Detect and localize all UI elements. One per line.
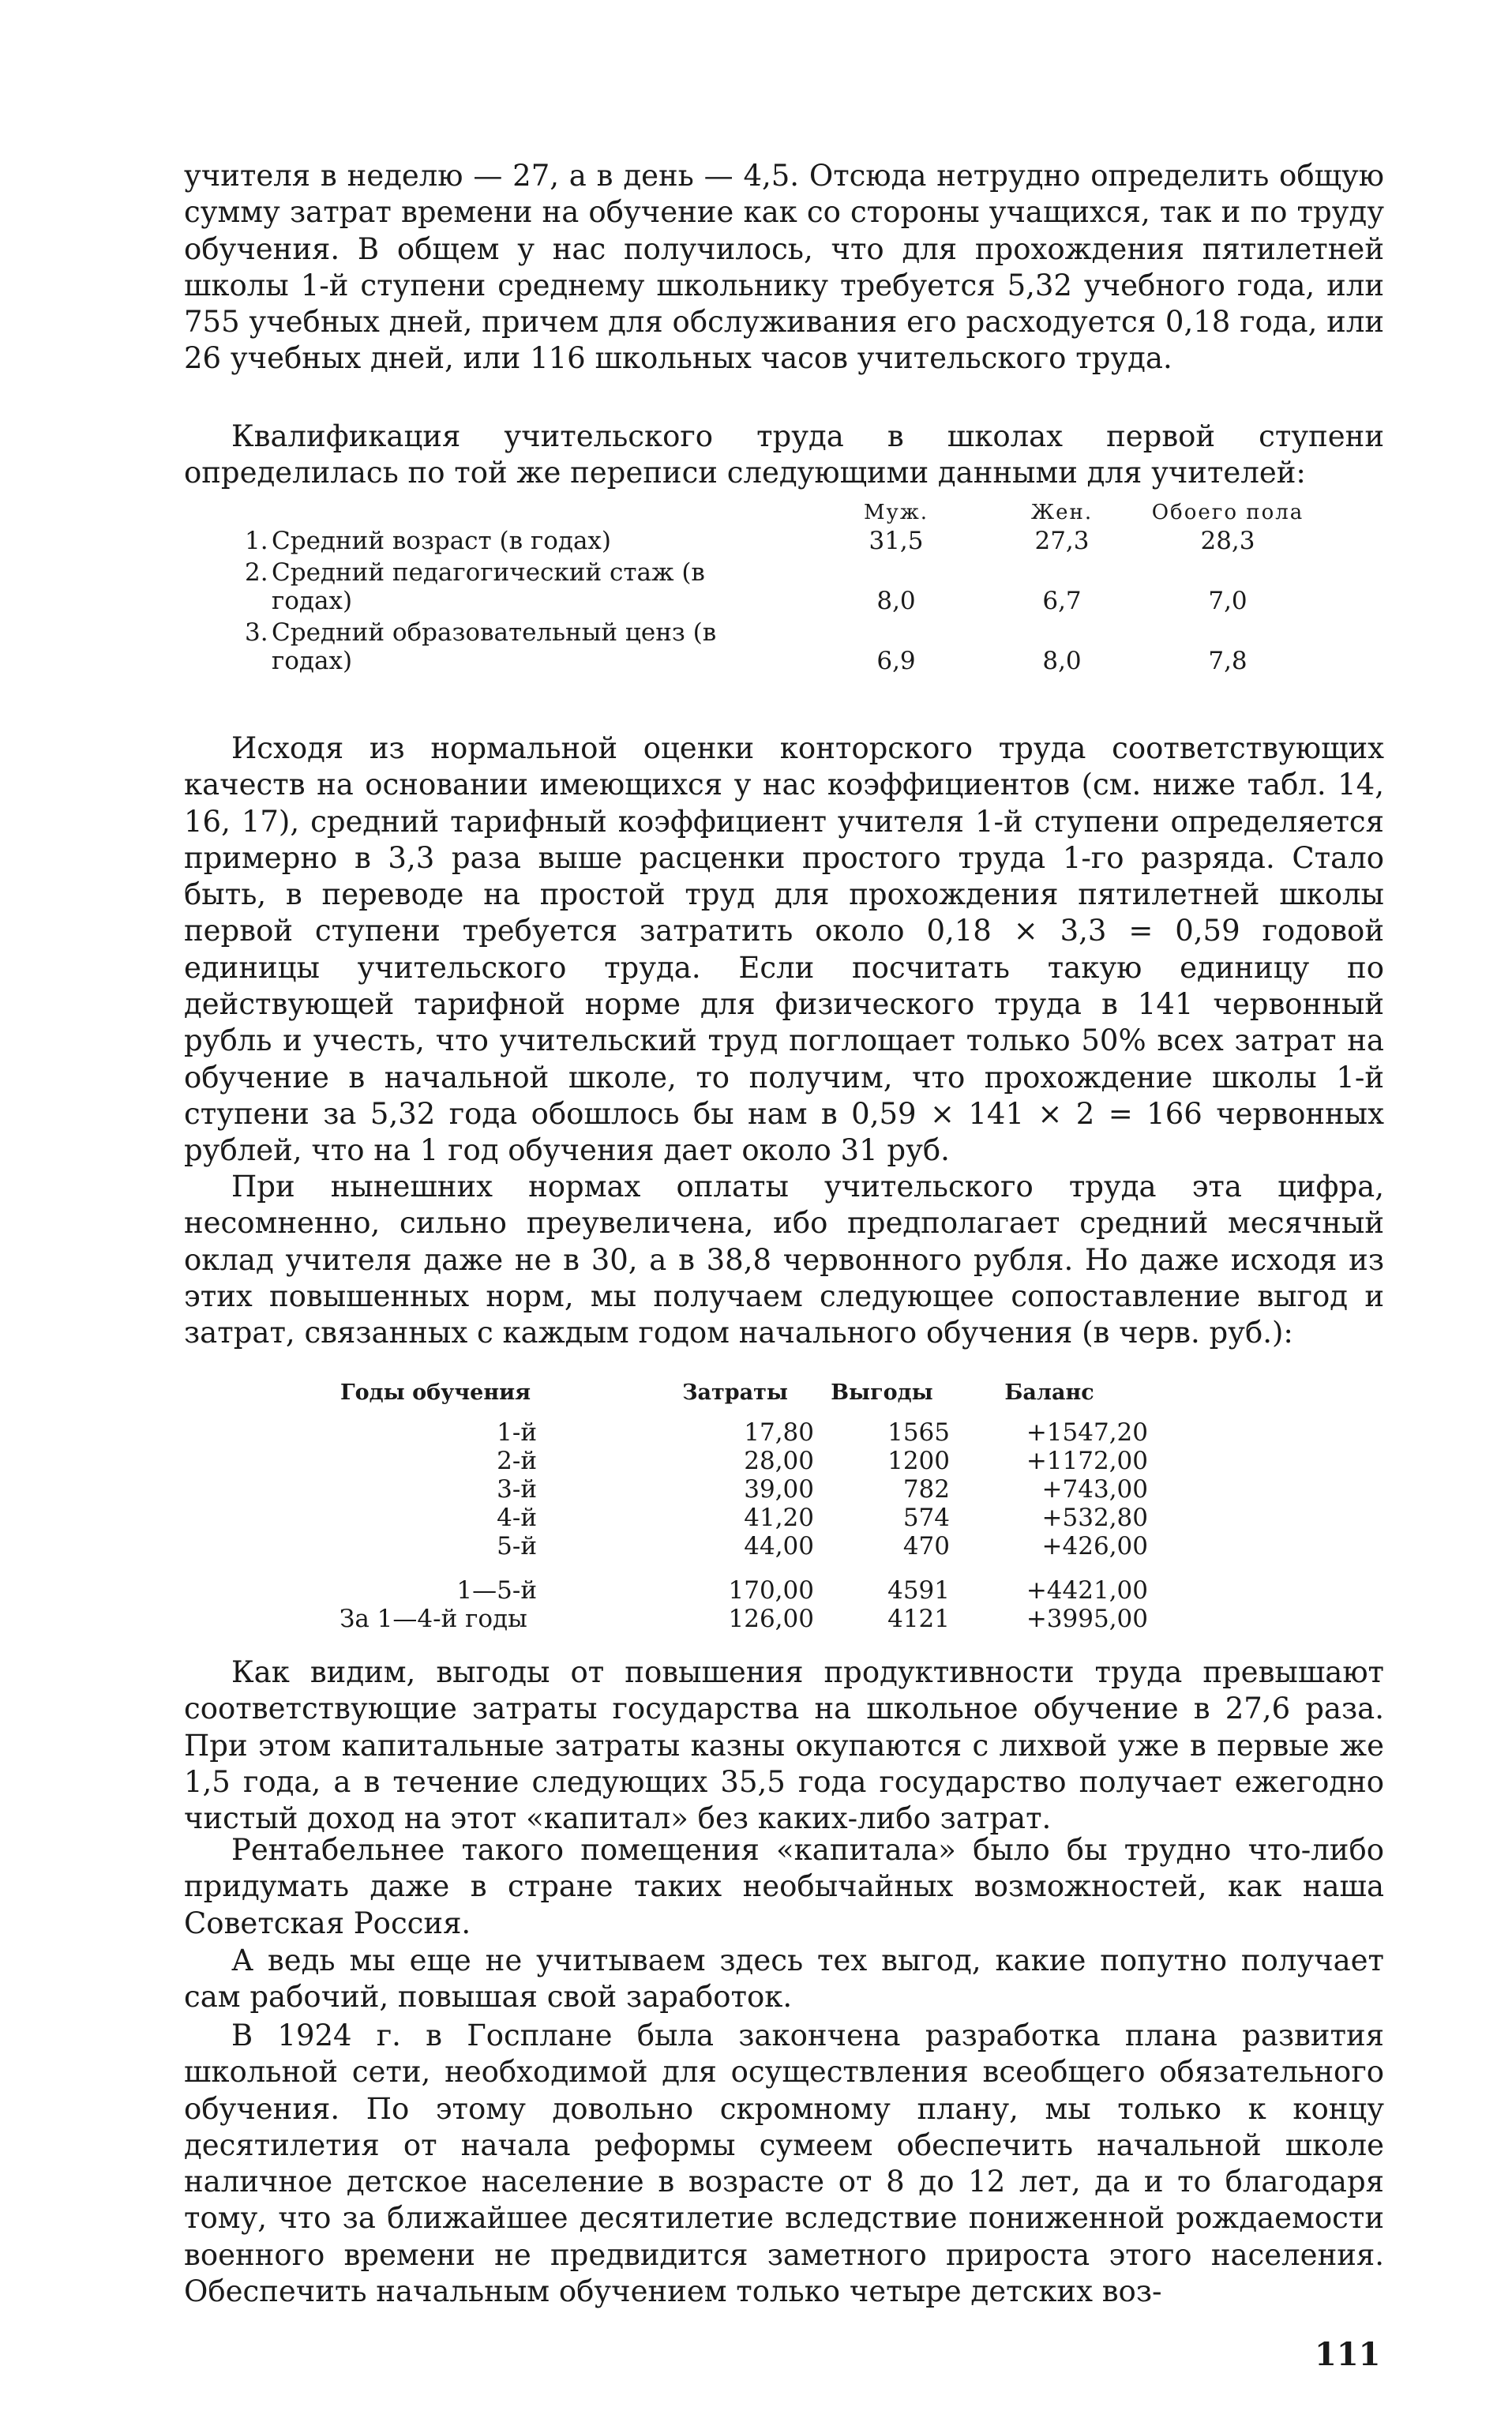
table-row (340, 1504, 1172, 1532)
table-row (245, 524, 1311, 555)
cell-female: 6,7 (1042, 587, 1082, 615)
cell-year: 5-й (497, 1532, 537, 1560)
cell-benefits: 782 (902, 1475, 950, 1504)
cell-both: 7,8 (1208, 647, 1247, 675)
cell-female: 8,0 (1042, 647, 1082, 675)
row-label: Средний педагогический стаж (в годах) (272, 558, 705, 615)
cell-benefits: 1565 (887, 1418, 950, 1447)
header-female: Жен. (1030, 501, 1094, 524)
cell-balance: +426,00 (1041, 1532, 1148, 1560)
header-male: Муж. (863, 501, 929, 524)
header-years: Годы обучения (340, 1380, 531, 1405)
paragraph-8: В 1924 г. в Госплане была закончена разработка плана развития школьной сети, необходимой для осуществления всеобщего обязательного обучения. По этому довольно скромному плану, мы только к концу десятилетия от начала реформы сумеем обеспечить начальной школе наличное детское население в возрасте от 8 до 12 лет, да и то благодаря тому, что за ближайшее десятилетие вследствие пониженной рождаемости военного времени не предвидится заметного прироста этого населения. Обеспечить начальным обучением только четыре детских воз- (184, 2019, 1384, 2309)
cell-benefits: 4591 (887, 1576, 950, 1605)
cell-year: 4-й (497, 1504, 537, 1532)
cell-male: 31,5 (869, 527, 924, 555)
cell-benefits: 1200 (887, 1447, 950, 1475)
table-row (340, 1532, 1172, 1560)
cell-costs: 170,00 (728, 1576, 814, 1605)
teachers-qualification-table (245, 501, 1311, 675)
header-both: Обоего пола (1151, 501, 1304, 524)
paragraph-1: учителя в неделю — 27, а в день — 4,5. Отсюда нетрудно определить общую сумму затрат времени на обучение как со стороны учащихся, так и по труду обучения. В общем у нас получилось, что для прохождения пятилетней школы 1-й ступени среднему школьнику требуется 5,32 учебного года, или 755 учебных дней, причем для обслуживания его расходуется 0,18 года, или 26 учебных дней, или 116 школьных часов учительского труда. (184, 159, 1384, 376)
cell-balance: +743,00 (1041, 1475, 1148, 1504)
cell-year: 1—5-й (456, 1576, 537, 1605)
row-number: 2. (245, 558, 268, 587)
cell-balance: +3995,00 (1026, 1605, 1148, 1633)
paragraph-2: Квалификация учительского труда в школах первой ступени определилась по той же переписи следующими данными для учителей: (184, 419, 1384, 490)
cell-costs: 126,00 (728, 1605, 814, 1633)
header-benefits: Выгоды (831, 1380, 933, 1405)
table-row (340, 1475, 1172, 1504)
cell-balance: +532,80 (1041, 1504, 1148, 1532)
row-number: 3. (245, 618, 268, 647)
paragraph-6: Рентабельнее такого помещения «капитала» было бы трудно что-либо придумать даже в стране таких необычайных возможностей, как наша Советская Россия. (184, 1833, 1384, 1940)
paragraph-7: А ведь мы еще не учитываем здесь тех выгод, какие попутно получает сам рабочий, повышая свой заработок. (184, 1943, 1384, 2015)
costs-benefits-table (340, 1378, 1172, 1633)
cell-male: 6,9 (876, 647, 916, 675)
table-row (245, 615, 1311, 675)
cell-balance: +1172,00 (1026, 1447, 1148, 1475)
page-number: 111 (1315, 2336, 1381, 2373)
table-header-row (340, 1378, 1172, 1418)
cell-costs: 17,80 (744, 1418, 814, 1447)
cell-both: 28,3 (1200, 527, 1255, 555)
table-total-row (340, 1605, 1172, 1633)
paragraph-4: При нынешних нормах оплаты учительского труда эта цифра, несомненно, сильно преувеличена, ибо предполагает средний месячный оклад учителя даже не в 30, а в 38,8 червонного рубля. Но даже исходя из этих повышенных норм, мы получаем следующее сопоставление выгод и затрат, связанных с каждым годом начального обучения (в черв. руб.): (184, 1170, 1384, 1350)
cell-benefits: 4121 (887, 1605, 950, 1633)
header-balance: Баланс (1004, 1380, 1094, 1405)
cell-costs: 39,00 (744, 1475, 814, 1504)
row-label: Средний возраст (в годах) (272, 527, 612, 555)
cell-costs: 41,20 (744, 1504, 814, 1532)
cell-benefits: 574 (902, 1504, 950, 1532)
cell-female: 27,3 (1034, 527, 1090, 555)
cell-balance: +1547,20 (1026, 1418, 1148, 1447)
table-row (340, 1447, 1172, 1475)
cell-male: 8,0 (876, 587, 916, 615)
cell-benefits: 470 (902, 1532, 950, 1560)
cell-costs: 44,00 (744, 1532, 814, 1560)
row-label: Средний образовательный ценз (в годах) (272, 618, 717, 675)
header-costs: Затраты (682, 1380, 788, 1405)
cell-year: 1-й (497, 1418, 537, 1447)
cell-year: 2-й (497, 1447, 537, 1475)
cell-both: 7,0 (1208, 587, 1247, 615)
paragraph-5: Как видим, выгоды от повышения продуктивности труда превышают соответствующие затраты государства на школьное обучение в 27,6 раза. При этом капитальные затраты казны окупаются с лихвой уже в первые же 1,5 года, а в течение следующих 35,5 года государство получает ежегодно чистый доход на этот «капитал» без каких-либо затрат. (184, 1655, 1384, 1836)
cell-balance: +4421,00 (1026, 1576, 1148, 1605)
table-row (245, 555, 1311, 615)
cell-costs: 28,00 (744, 1447, 814, 1475)
cell-year: 3-й (497, 1475, 537, 1504)
table-total-row (340, 1560, 1172, 1605)
table-header-row (245, 501, 1311, 524)
row-number: 1. (245, 527, 268, 555)
cell-year: За 1—4-й годы (340, 1605, 527, 1633)
table-row (340, 1418, 1172, 1447)
paragraph-3: Исходя из нормальной оценки конторского труда соответствующих качеств на основании имеющихся у нас коэффициентов (см. ниже табл. 14, 16, 17), средний тарифный коэффициент учителя 1-й ступени определяется примерно в 3,3 раза выше расценки простого труда 1-го разряда. Стало быть, в переводе на простой труд для прохождения пятилетней школы первой ступени требуется затратить около 0,18 × 3,3 = 0,59 годовой единицы учительского труда. Если посчитать такую единицу по действующей тарифной норме для физического труда в 141 червонный рубль и учесть, что учительский труд поглощает только 50% всех затрат на обучение в начальной школе, то получим, что прохождение школы 1-й ступени за 5,32 года обошлось бы нам в 0,59 × 141 × 2 = 166 червонных рублей, что на 1 год обучения дает около 31 руб. (184, 731, 1384, 1168)
